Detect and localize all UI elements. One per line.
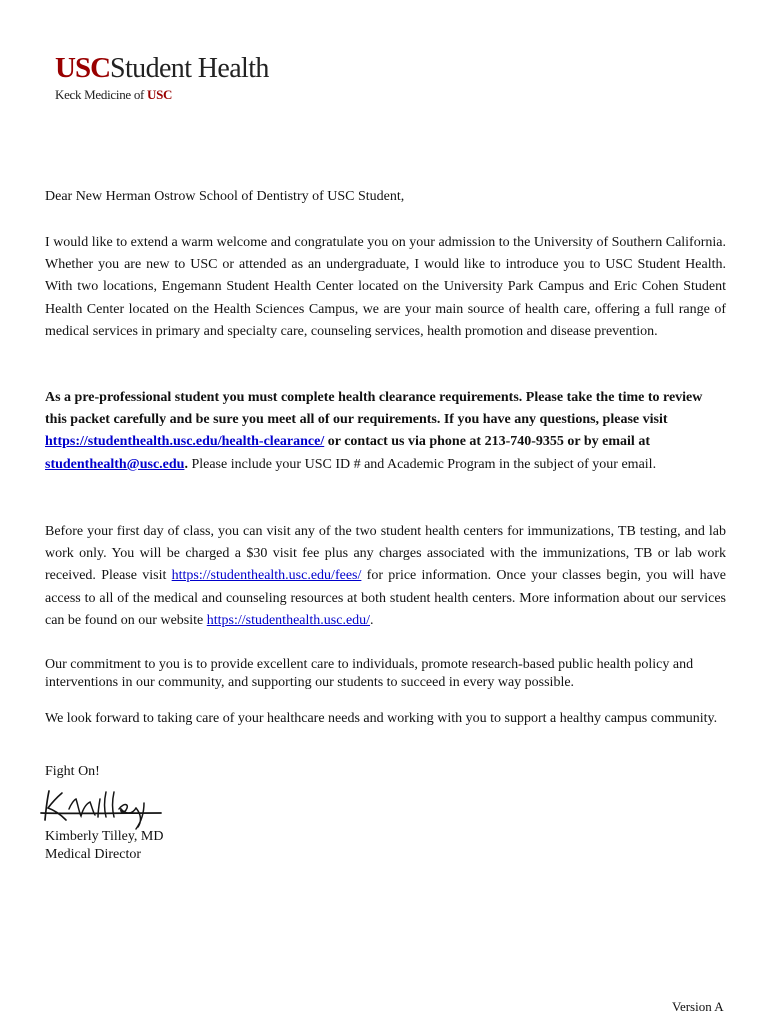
salutation: Dear New Herman Ostrow School of Dentistry of USC Student, [45,189,405,204]
first-day-text-2: for price information. Once your classes begin, you will have access to all of the medical and counseling resources at both student health centers. More information about our services can be found on our website [45,568,726,628]
clearance-bold-text-1: As a pre-professional student you must complete health clearance requirements. Please take the time to review this packet carefully and be sure you meet all of our requirements. If you have any questions, please visit [45,390,703,428]
first-day-text-1: Before your first day of class, you can visit any of the two student health centers for immunizations, TB testing, and lab work only. You will be charged a $30 visit fee plus any charges associated with the immunizations, TB or lab work received. Please visit [45,524,726,584]
logo-usc-text: USC [55,52,111,84]
commitment-paragraph: Our commitment to you is to provide excellent care to individuals, promote research-based public health policy and interventions in our community, and supporting our students to succeed in every way possible. [45,657,694,691]
usc-student-health-logo [55,54,269,83]
look-forward-paragraph: We look forward to taking care of your healthcare needs and working with you to support a healthy campus community. [45,711,718,726]
health-clearance-link[interactable]: https://studenthealth.usc.edu/health-clearance/ [45,434,325,450]
first-day-text-3: . [370,612,374,628]
welcome-paragraph: I would like to extend a warm welcome and congratulate you on your admission to the University of Southern California. Whether you are new to USC or attended as an undergraduate, I would like to introduce you to USC Student Health. With two locations, Engemann Student Health Center located on the University Park Campus and Eric Cohen Student Health Center located on the Health Sciences Campus, we are your main source of health care, offering a full range of medical services in primary and specialty care, counseling services, health promotion and disease prevention. [45,235,726,339]
logo-sub-usc: USC [147,87,173,102]
closing-line: Fight On! [45,764,100,779]
website-link[interactable]: https://studenthealth.usc.edu/ [206,612,371,628]
logo-sub-prefix: Keck Medicine of [55,87,148,102]
signer-block [45,828,164,863]
fees-link[interactable]: https://studenthealth.usc.edu/fees/ [171,568,362,584]
keck-medicine-subtitle [55,88,172,101]
studenthealth-email-link[interactable]: studenthealth@usc.edu [45,456,185,472]
clearance-paragraph [45,387,726,476]
version-label: Version A [672,999,724,1014]
signer-title: Medical Director [45,846,142,862]
first-day-paragraph [45,521,726,632]
logo-title-text: Student Health [110,53,269,84]
clearance-regular-text: Please include your USC ID # and Academic Program in the subject of your email. [187,456,657,472]
handwritten-signature [40,784,165,830]
clearance-bold-text-3: . [184,456,188,472]
clearance-bold-text-2: or contact us via phone at 213-740-9355 or by email at [324,434,650,450]
signer-name: Kimberly Tilley, MD [45,829,164,844]
